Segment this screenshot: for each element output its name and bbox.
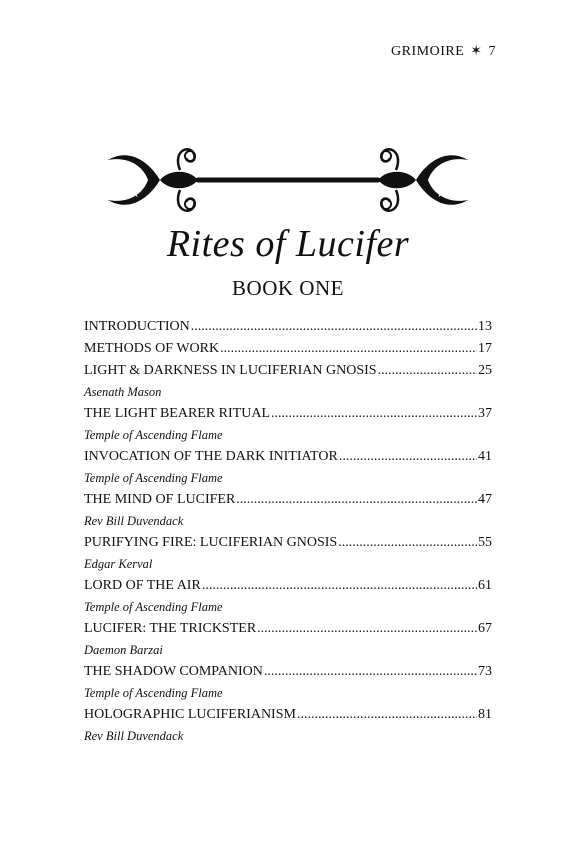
toc-entry-page: 67 — [478, 621, 492, 636]
toc-entry-page: 13 — [478, 319, 492, 334]
left-flourish — [108, 149, 198, 211]
toc-entry-purifying-fire — [84, 534, 492, 573]
toc-entry-page: 81 — [478, 707, 492, 722]
dot-leader — [257, 620, 477, 638]
toc-entry-mind-of-lucifer — [84, 491, 492, 530]
toc-entry-title: METHODS OF WORK — [84, 341, 220, 356]
toc-entry-lucifer-trickster — [84, 620, 492, 659]
book-title: Rites of Lucifer — [166, 223, 410, 265]
toc-entry-page: 41 — [478, 449, 492, 464]
table-of-contents — [84, 318, 492, 749]
toc-entry-lord-of-the-air — [84, 577, 492, 616]
toc-entry-author: Temple of Ascending Flame — [84, 428, 223, 442]
toc-entry-invocation-dark-initiator — [84, 448, 492, 487]
toc-entry-title: INVOCATION OF THE DARK INITIATOR — [84, 449, 338, 464]
dot-leader — [236, 491, 477, 509]
toc-entry-title: LORD OF THE AIR — [84, 578, 201, 593]
toc-entry-author: Rev Bill Duvendack — [84, 514, 184, 528]
dot-leader — [271, 405, 477, 423]
right-flourish — [378, 149, 468, 211]
pentagram-flourish-ornament — [98, 140, 478, 220]
toc-entry-page: 37 — [478, 406, 492, 421]
toc-entry-title: THE LIGHT BEARER RITUAL — [84, 406, 270, 421]
toc-entry-page: 73 — [478, 664, 492, 679]
toc-entry-title: LIGHT & DARKNESS IN LUCIFERIAN GNOSIS — [84, 363, 377, 378]
dot-leader — [338, 534, 477, 552]
toc-entry-author: Edgar Kerval — [84, 557, 153, 571]
toc-entry-title: PURIFYING FIRE: LUCIFERIAN GNOSIS — [84, 535, 338, 550]
toc-entry-author: Temple of Ascending Flame — [84, 686, 223, 700]
toc-entry-page: 17 — [478, 341, 492, 356]
toc-entry-title: THE SHADOW COMPANION — [84, 664, 263, 679]
toc-entry-title: HOLOGRAPHIC LUCIFERIANISM — [84, 707, 296, 722]
toc-entry-author: Daemon Barzai — [84, 643, 163, 657]
dot-leader — [220, 340, 477, 358]
toc-entry-title: INTRODUCTION — [84, 319, 190, 334]
toc-entry-page: 25 — [478, 363, 492, 378]
toc-entry-page: 47 — [478, 492, 492, 507]
toc-entry-light-darkness — [84, 362, 492, 401]
star-separator-icon: ✶ — [470, 44, 483, 59]
toc-entry-title: THE MIND OF LUCIFER — [84, 492, 236, 507]
toc-entry-author: Temple of Ascending Flame — [84, 471, 223, 485]
dot-leader — [202, 577, 477, 595]
toc-entry-author: Asenath Mason — [84, 385, 162, 399]
toc-entry-light-bearer-ritual — [84, 405, 492, 444]
toc-entry-shadow-companion — [84, 663, 492, 702]
dot-leader — [264, 663, 477, 681]
page-number: 7 — [488, 43, 496, 59]
toc-entry-methods-of-work — [84, 340, 492, 358]
running-head — [391, 43, 496, 60]
dot-leader — [191, 318, 477, 336]
dot-leader — [378, 362, 477, 380]
dot-leader — [339, 448, 477, 466]
toc-entry-holographic-luciferianism — [84, 706, 492, 745]
toc-entry-introduction — [84, 318, 492, 336]
book-subtitle: BOOK ONE — [232, 276, 344, 300]
dot-leader — [297, 706, 477, 724]
toc-entry-author: Rev Bill Duvendack — [84, 729, 184, 743]
running-title: GRIMOIRE — [391, 43, 465, 59]
toc-entry-author: Temple of Ascending Flame — [84, 600, 223, 614]
toc-entry-page: 61 — [478, 578, 492, 593]
toc-entry-title: LUCIFER: THE TRICKSTER — [84, 621, 257, 636]
toc-entry-page: 55 — [478, 535, 492, 550]
